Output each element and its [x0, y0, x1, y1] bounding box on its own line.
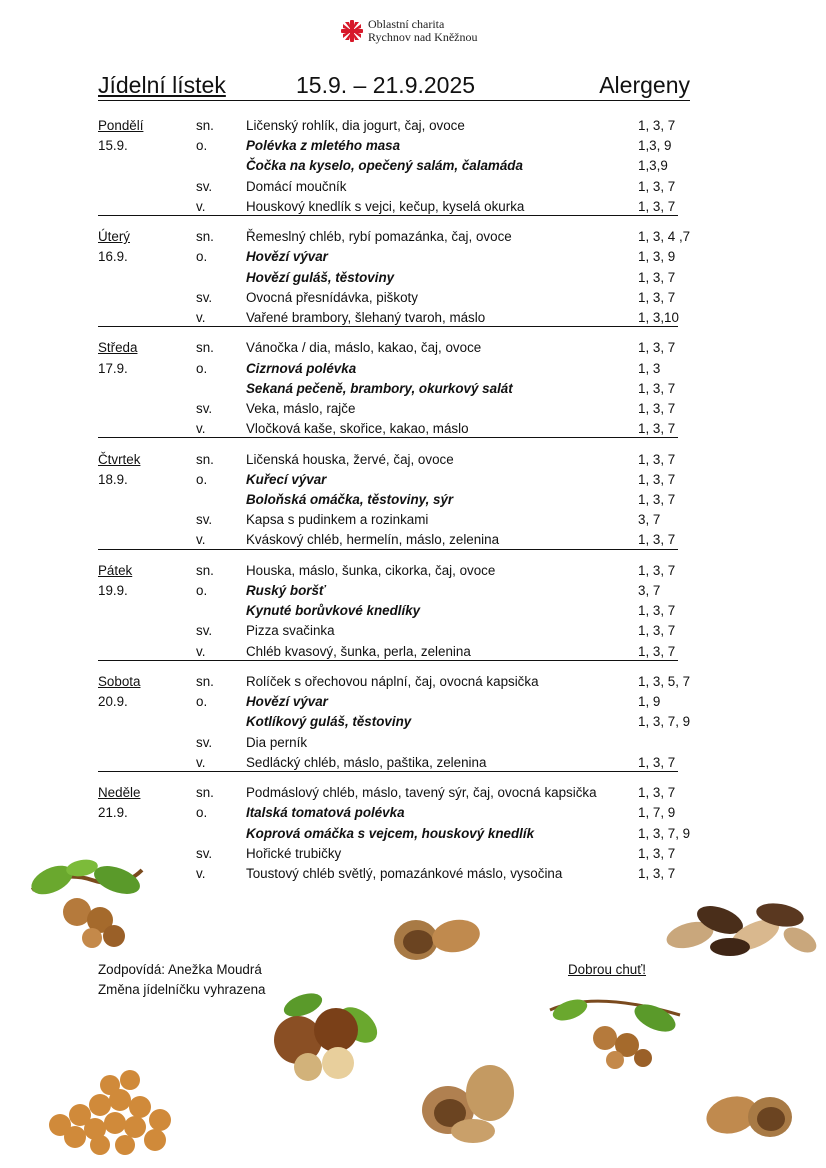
change-note: Změna jídelníčku vyhrazena	[98, 982, 266, 997]
menu-row	[0, 308, 826, 328]
allergens: 1,3, 9	[638, 138, 672, 154]
meal-type: sv.	[196, 734, 213, 750]
brazil-nuts-icon	[660, 885, 822, 965]
allergens: 1, 3, 7	[638, 198, 676, 214]
day-date: 19.9.	[98, 583, 128, 598]
allergens: 1, 3, 7	[638, 178, 676, 194]
dish: Ličenská houska, žervé, čaj, ovoce	[246, 451, 454, 467]
menu-row	[0, 197, 826, 217]
menu-row	[0, 753, 826, 773]
allergens: 1, 3, 7	[638, 289, 676, 305]
menu-dates: 15.9. – 21.9.2025	[296, 72, 476, 98]
menu-header	[98, 72, 690, 101]
dish: Veka, máslo, rajče	[246, 401, 356, 416]
meal-type: v.	[196, 532, 206, 548]
allergens-heading: Alergeny	[599, 72, 690, 98]
lunch-dish: Italská tomatová polévka	[246, 805, 405, 821]
meal-type: sn.	[196, 562, 214, 578]
allergens: 1,3,9	[638, 158, 668, 174]
day-separator	[98, 549, 678, 550]
lunch-dish: Kotlíkový guláš, těstoviny	[246, 714, 412, 730]
hazelnut-branch-icon-2	[545, 990, 685, 1070]
dish: Vločková kaše, skořice, kakao, máslo	[246, 421, 469, 437]
allergens: 1, 3,10	[638, 310, 679, 325]
walnut-icon	[388, 908, 483, 968]
dish: Hořické trubičky	[246, 845, 342, 861]
charity-logo	[340, 18, 478, 44]
meal-type: sv.	[196, 289, 213, 305]
menu-row	[0, 470, 826, 490]
menu-title: Jídelní lístek	[98, 72, 226, 98]
day-separator	[98, 437, 678, 438]
menu-row	[0, 419, 826, 439]
meal-type: o.	[196, 360, 208, 376]
day-name: Čtvrtek	[98, 451, 141, 467]
meal-type: v.	[196, 421, 206, 437]
meal-type: sv.	[196, 401, 213, 416]
menu-row	[0, 672, 826, 692]
allergens: 3, 7	[638, 583, 661, 598]
allergens: 1, 3, 7	[638, 118, 676, 133]
day-separator	[98, 660, 678, 661]
day-separator	[98, 215, 678, 216]
day-name: Pondělí	[98, 118, 144, 133]
lunch-dish: Polévka z mletého masa	[246, 138, 401, 154]
menu-row	[0, 621, 826, 641]
menu-row	[0, 803, 826, 823]
dish: Kapsa s pudinkem a rozinkami	[246, 512, 429, 528]
menu-row	[0, 450, 826, 470]
allergens: 1, 3, 7	[638, 471, 676, 487]
menu-row	[0, 338, 826, 358]
allergens: 1, 3, 7	[638, 421, 676, 437]
menu-row	[0, 490, 826, 510]
day-name: Středa	[98, 340, 138, 356]
day-separator	[98, 771, 678, 772]
menu-row	[0, 247, 826, 267]
menu-row	[0, 379, 826, 399]
menu-row	[0, 824, 826, 844]
lunch-dish: Hovězí guláš, těstoviny	[246, 269, 395, 285]
day-date: 16.9.	[98, 249, 128, 265]
meal-type: sn.	[196, 118, 214, 133]
menu-row	[0, 692, 826, 712]
menu-row	[0, 783, 826, 803]
allergens: 1, 3, 7	[638, 340, 676, 356]
charity-cross-icon	[340, 19, 364, 43]
lunch-dish: Kuřecí vývar	[246, 471, 327, 487]
menu-row	[0, 156, 826, 176]
meal-type: sv.	[196, 512, 213, 528]
allergens: 1, 3, 7	[638, 492, 676, 507]
menu-row	[0, 116, 826, 136]
allergens: 1, 3, 5, 7	[638, 674, 691, 689]
allergens: 1, 3, 7	[638, 623, 676, 639]
meal-type: sn.	[196, 451, 214, 467]
dish: Řemeslný chléb, rybí pomazánka, čaj, ovoce	[246, 229, 512, 245]
day-separator	[98, 326, 678, 327]
dish: Vánočka / dia, máslo, kakao, čaj, ovoce	[246, 340, 482, 356]
dish: Houska, máslo, šunka, cikorka, čaj, ovoce	[246, 562, 496, 578]
dish: Domácí moučník	[246, 178, 347, 194]
menu-row	[0, 227, 826, 247]
day-name: Úterý	[98, 229, 130, 245]
allergens: 1, 3, 7	[638, 451, 676, 467]
meal-type: v.	[196, 754, 206, 770]
responsible-person: Zodpovídá: Anežka Moudrá	[98, 962, 262, 977]
allergens: 1, 3, 7, 9	[638, 714, 691, 730]
greeting: Dobrou chuť!	[568, 962, 646, 977]
dish: Toustový chléb světlý, pomazánkové máslo, vysočina	[246, 866, 563, 881]
menu-row	[0, 733, 826, 753]
lunch-dish: Sekaná pečeně, brambory, okurkový salát	[246, 380, 513, 396]
allergens: 1, 3, 7	[638, 401, 676, 416]
lunch-dish: Boloňská omáčka, těstoviny, sýr	[246, 492, 454, 507]
meal-type: v.	[196, 643, 206, 659]
charity-name-line2: Rychnov nad Kněžnou	[368, 30, 478, 44]
allergens: 1, 3, 7	[638, 562, 676, 578]
walnut-icon-2	[702, 1085, 797, 1145]
charity-name-line1: Oblastní charita	[368, 17, 445, 31]
day-date: 20.9.	[98, 694, 128, 710]
dish: Dia perník	[246, 734, 308, 750]
allergens: 1, 3, 7	[638, 532, 676, 548]
allergens: 1, 3, 9	[638, 249, 676, 265]
menu-row	[0, 581, 826, 601]
allergens: 1, 3, 7, 9	[638, 825, 691, 841]
day-date: 17.9.	[98, 360, 128, 376]
meal-type: sn.	[196, 229, 214, 245]
meal-type: o.	[196, 471, 208, 487]
allergens: 1, 3, 4 ,7	[638, 229, 691, 245]
meal-type: o.	[196, 805, 208, 821]
allergens: 1, 3, 7	[638, 785, 676, 801]
dish: Vařené brambory, šlehaný tvaroh, máslo	[246, 310, 486, 325]
day-name: Neděle	[98, 785, 141, 801]
meal-type: o.	[196, 249, 208, 265]
day-date: 15.9.	[98, 138, 128, 154]
meal-type: v.	[196, 310, 206, 325]
lunch-dish: Hovězí vývar	[246, 249, 328, 265]
walnuts-icon	[418, 1055, 518, 1145]
charity-name	[368, 18, 478, 44]
dish: Ličenský rohlík, dia jogurt, čaj, ovoce	[246, 118, 465, 133]
hazelnut-branch-icon	[22, 850, 152, 950]
dish: Sedlácký chléb, máslo, paštika, zelenina	[246, 754, 487, 770]
dish: Pizza svačinka	[246, 623, 335, 639]
lunch-dish: Kynuté borůvkové knedlíky	[246, 603, 421, 619]
lunch-dish: Cizrnová polévka	[246, 360, 357, 376]
menu-row	[0, 712, 826, 732]
dish: Ovocná přesnídávka, piškoty	[246, 289, 418, 305]
meal-type: sn.	[196, 785, 214, 801]
dish: Chléb kvasový, šunka, perla, zelenina	[246, 643, 471, 659]
dish: Rolíček s ořechovou náplní, čaj, ovocná kapsička	[246, 674, 539, 689]
menu-row	[0, 399, 826, 419]
menu-row	[0, 268, 826, 288]
allergens: 1, 3, 7	[638, 603, 676, 619]
menu-row	[0, 510, 826, 530]
dish: Podmáslový chléb, máslo, tavený sýr, čaj, ovocná kapsička	[246, 785, 597, 801]
meal-type: sn.	[196, 674, 214, 689]
day-name: Pátek	[98, 562, 133, 578]
meal-type: sv.	[196, 178, 213, 194]
lunch-dish: Ruský boršť	[246, 583, 326, 598]
menu-row	[0, 136, 826, 156]
allergens: 1, 3	[638, 360, 661, 376]
allergens: 1, 9	[638, 694, 661, 710]
allergens: 1, 3, 7	[638, 845, 676, 861]
menu-row	[0, 601, 826, 621]
menu-row	[0, 642, 826, 662]
peanuts-icon	[40, 1065, 190, 1155]
footer-left	[98, 960, 265, 1000]
meal-type: sv.	[196, 845, 213, 861]
meal-type: sn.	[196, 340, 214, 356]
meal-type: o.	[196, 583, 208, 598]
meal-type: o.	[196, 694, 208, 710]
dish: Kváskový chléb, hermelín, máslo, zelenina	[246, 532, 500, 548]
menu-row	[0, 359, 826, 379]
allergens: 1, 3, 7	[638, 380, 676, 396]
meal-type: v.	[196, 866, 206, 881]
day-date: 18.9.	[98, 471, 128, 487]
day-name: Sobota	[98, 674, 141, 689]
menu-row	[0, 530, 826, 550]
allergens: 1, 3, 7	[638, 269, 676, 285]
day-date: 21.9.	[98, 805, 128, 821]
allergens: 3, 7	[638, 512, 661, 528]
lunch-dish: Koprová omáčka s vejcem, houskový knedlík	[246, 825, 535, 841]
allergens: 1, 3, 7	[638, 754, 676, 770]
meal-type: sv.	[196, 623, 213, 639]
dish: Houskový knedlík s vejci, kečup, kyselá okurka	[246, 198, 525, 214]
lunch-dish: Hovězí vývar	[246, 694, 328, 710]
allergens: 1, 3, 7	[638, 866, 676, 881]
menu-row	[0, 288, 826, 308]
meal-type: o.	[196, 138, 208, 154]
allergens: 1, 3, 7	[638, 643, 676, 659]
menu-row	[0, 561, 826, 581]
hazelnuts-icon	[258, 985, 388, 1085]
lunch-dish: Čočka na kyselo, opečený salám, čalamáda	[246, 158, 523, 174]
allergens: 1, 7, 9	[638, 805, 676, 821]
meal-type: v.	[196, 198, 206, 214]
menu-row	[0, 177, 826, 197]
